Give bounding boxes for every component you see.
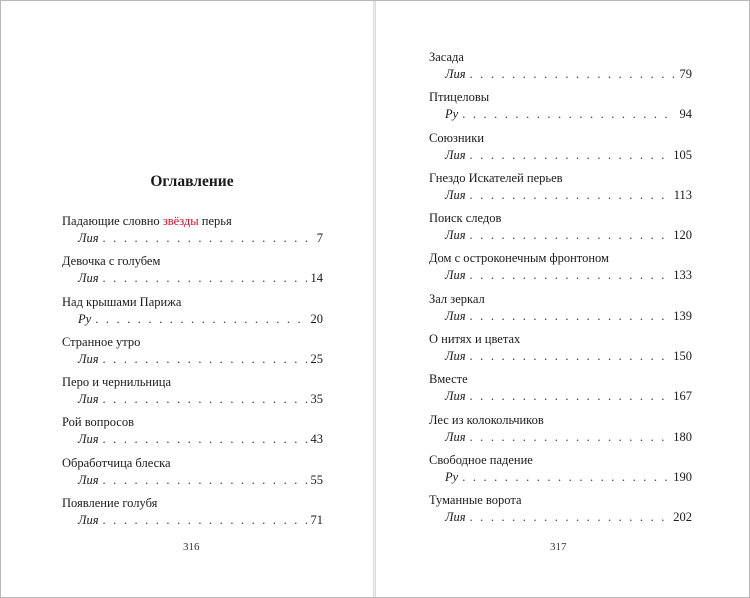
page-number: 316 [183,541,200,553]
toc-entry-title: Зал зеркал [429,291,485,306]
toc-entry[interactable] [62,414,323,454]
toc-entry[interactable] [62,374,323,414]
toc-entry[interactable] [429,492,692,532]
toc-entry-page: 120 [673,228,692,243]
toc-entry-narrator: Лия [445,429,466,444]
toc-entry[interactable] [429,130,692,170]
page-number: 317 [550,541,567,553]
toc-entry-narrator: Лия [78,392,99,407]
toc-entry-narrator: Лия [445,349,466,364]
toc-entry-page: 71 [310,513,323,528]
toc-entry-narrator: Лия [445,308,466,323]
toc-entry-title: Туманные ворота [429,493,522,508]
toc-entry-narrator: Лия [445,389,466,404]
toc-entry[interactable] [429,250,692,290]
dot-leader [470,227,670,244]
dot-leader [470,388,670,405]
dot-leader [103,270,307,287]
toc-entry-narrator: Лия [78,513,99,528]
toc-entry-page: 150 [673,349,692,364]
toc-entry-narrator: Лия [78,231,99,245]
toc-entry-title: Вместе [429,372,468,387]
toc-entry-page: 43 [310,432,323,447]
toc-entry-title: Рой вопросов [62,415,134,430]
toc-entry-narrator: Лия [78,351,99,366]
dot-leader [103,230,313,247]
toc-entry[interactable] [429,291,692,331]
toc-entry[interactable] [429,412,692,452]
toc-entry[interactable] [62,213,323,253]
toc-entry-page: 55 [310,472,323,487]
toc-entry-page: 35 [310,392,323,407]
toc-entry-narrator: Ру [78,311,92,326]
toc-entry-title: Поиск следов [429,211,502,226]
dot-leader [470,267,670,284]
dot-leader [470,147,670,164]
toc-list-left [62,213,323,535]
dot-leader [470,348,670,365]
dot-leader [103,512,307,529]
toc-entry[interactable] [429,371,692,411]
toc-entry-title: Над крышами Парижа [62,294,182,309]
toc-heading: Оглавление [150,173,234,190]
dot-leader [470,187,670,204]
dot-leader [470,308,670,325]
right-page [376,1,749,597]
dot-leader [462,469,669,486]
toc-entry-title: Лес из колокольчиков [429,412,544,427]
toc-entry[interactable] [429,170,692,210]
dot-leader [103,472,307,489]
toc-entry-title: Падающие словно звёзды перья [62,214,232,228]
toc-entry[interactable] [429,452,692,492]
toc-entry-title: Птицеловы [429,90,490,105]
dot-leader [462,106,675,123]
toc-entry-page: 139 [673,308,692,323]
toc-entry-title: Обработчица блеска [62,455,171,470]
toc-entry-narrator: Лия [78,432,99,447]
toc-entry[interactable] [62,253,323,293]
dot-leader [470,66,676,83]
toc-entry-narrator: Лия [445,510,466,525]
dot-leader [103,431,307,448]
toc-entry-title: Засада [429,50,464,64]
toc-entry-title: Девочка с голубем [62,254,161,269]
toc-entry-title: Союзники [429,130,485,145]
toc-entry-narrator: Лия [78,271,99,286]
toc-entry-page: 94 [679,107,692,122]
toc-entry[interactable] [62,334,323,374]
toc-entry[interactable] [62,455,323,495]
toc-entry-title: Странное утро [62,334,141,349]
toc-entry-page: 14 [310,271,323,286]
toc-entry-title: Дом с остроконечным фронтоном [429,251,609,266]
toc-entry-page: 7 [316,231,323,245]
toc-entry-narrator: Лия [445,147,466,162]
toc-entry-narrator: Лия [445,67,466,81]
toc-entry-narrator: Лия [78,472,99,487]
toc-entry-narrator: Лия [445,228,466,243]
left-page [1,1,374,597]
toc-entry-narrator: Лия [445,187,466,202]
toc-entry-page: 20 [310,311,323,326]
toc-entry-title: Появление голубя [62,496,158,511]
toc-entry[interactable] [429,49,692,89]
toc-entry-title: Свободное падение [429,452,533,467]
dot-leader [470,429,670,446]
highlighted-word: звёзды [162,214,199,228]
dot-leader [95,311,306,328]
toc-entry-page: 167 [673,389,692,404]
toc-entry-narrator: Ру [445,107,459,122]
toc-entry-page: 25 [310,351,323,366]
toc-entry[interactable] [429,89,692,129]
toc-entry[interactable] [429,210,692,250]
toc-entry-page: 180 [673,429,692,444]
toc-entry-page: 133 [673,268,692,283]
toc-entry-title: Гнездо Искателей перьев [429,170,563,185]
toc-entry-page: 190 [673,469,692,484]
toc-entry-page: 202 [673,510,692,525]
toc-entry[interactable] [429,331,692,371]
dot-leader [103,391,307,408]
toc-entry-page: 105 [673,147,692,162]
dot-leader [470,509,670,526]
toc-entry-page: 113 [673,187,692,202]
toc-entry-page: 79 [679,67,692,81]
toc-entry[interactable] [62,495,323,535]
dot-leader [103,351,307,368]
toc-entry[interactable] [62,294,323,334]
toc-list-right [429,49,692,533]
toc-entry-title: Перо и чернильница [62,375,172,390]
toc-entry-title: О нитях и цветах [429,332,521,347]
toc-entry-narrator: Ру [445,469,459,484]
toc-entry-narrator: Лия [445,268,466,283]
